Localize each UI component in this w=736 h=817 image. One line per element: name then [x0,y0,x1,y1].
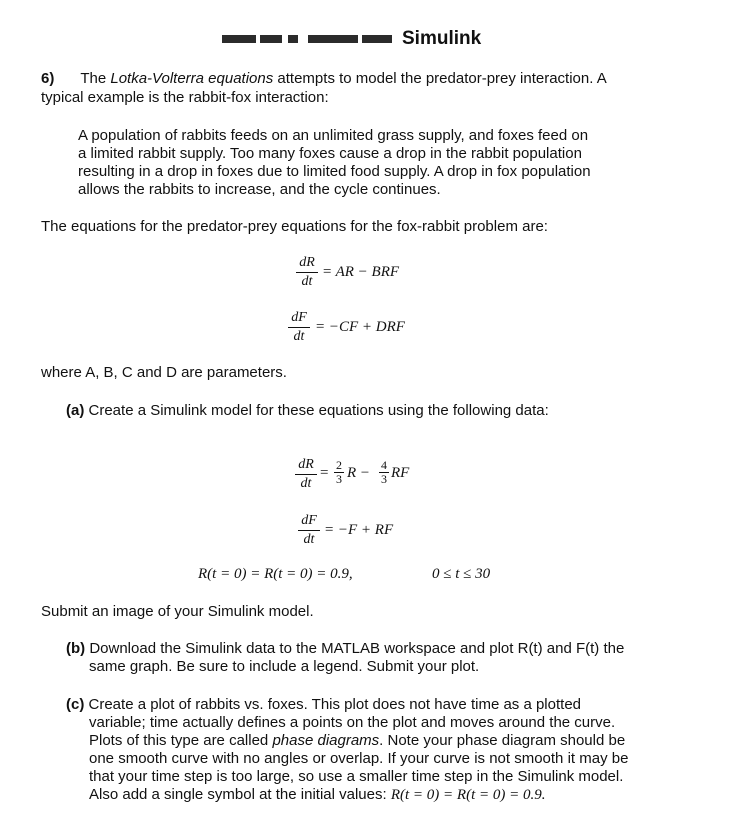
phase-diagrams-term: phase diagrams [272,732,380,749]
lotka-volterra-term: Lotka-Volterra equations [110,70,274,87]
equation-dr-dt-fraction: $\frac{dR}{dt}$ [296,254,318,291]
description-line: a limited rabbit supply. Too many foxes cause a drop in the rabbit population [78,145,582,162]
equation-specific-term1: R − [347,465,371,481]
equation-specific-df-dt-fraction: $\frac{dF}{dt}$ [298,512,320,549]
part-c-label: (c) [66,696,85,713]
equation-specific-term2: RF [391,465,410,481]
submit-model-text: Submit an image of your Simulink model. [41,603,314,620]
description-line: resulting in a drop in foxes due to limited food supply. A drop in fox population [78,163,591,180]
description-line: allows the rabbits to increase, and the cycle continues. [78,181,441,198]
page-title: Simulink [402,28,482,49]
part-c-line5: that your time step is too large, so use a smaller time step in the Simulink model. [89,768,624,785]
part-b-line2: same graph. Be sure to include a legend. Submit your plot. [89,658,480,675]
coefficient-four-thirds: $\frac{4}{3}$ [381,458,387,486]
redacted-header-text [222,30,394,48]
initial-values-math: R(t = 0) = R(t = 0) = 0.9. [390,787,546,803]
equations-intro: The equations for the predator-prey equations for the fox-rabbit problem are: [41,218,548,235]
part-a-label: (a) [66,402,85,419]
initial-conditions: R(t = 0) = R(t = 0) = 0.9, [198,566,353,582]
part-c-line4: one smooth curve with no angles or overlap. If your curve is not smooth it may be [89,750,629,767]
problem-number: 6) [41,70,55,87]
problem-intro: 6) The Lotka-Volterra equations attempts to model the predator-prey interaction. A [41,70,607,87]
part-a: (a) Create a Simulink model for these equations using the following data: [66,402,549,419]
part-c-line6: Also add a single symbol at the initial values: R(t = 0) = R(t = 0) = 0.9. [89,786,546,803]
coefficient-two-thirds: $\frac{2}{3}$ [336,458,342,486]
part-c-line3: Plots of this type are called phase diagrams. Note your phase diagram should be [89,732,626,749]
part-b-line1: (b) Download the Simulink data to the MATLAB workspace and plot R(t) and F(t) the [66,640,625,657]
time-range: 0 ≤ t ≤ 30 [432,566,491,582]
equation-specific-equals: = [320,465,329,481]
equation-dr-dt-rhs: = AR − BRF [322,264,400,280]
equation-df-dt-fraction: $\frac{dF}{dt}$ [288,309,310,346]
description-line: A population of rabbits feeds on an unlimited grass supply, and foxes feed on [78,127,589,144]
parameters-text: where A, B, C and D are parameters. [41,364,287,381]
part-b-label: (b) [66,640,86,657]
part-c-line1: (c) Create a plot of rabbits vs. foxes. This plot does not have time as a plotted [66,696,582,713]
equation-specific-dr-dt-fraction: $\frac{dR}{dt}$ [295,456,317,493]
part-c-line2: variable; time actually defines a points on the plot and moves around the curve. [89,714,616,731]
equation-specific-df-dt-rhs: = −F + RF [324,522,394,538]
equation-df-dt-rhs: = −CF + DRF [315,319,405,335]
problem-intro-line2: typical example is the rabbit-fox interaction: [41,89,329,106]
